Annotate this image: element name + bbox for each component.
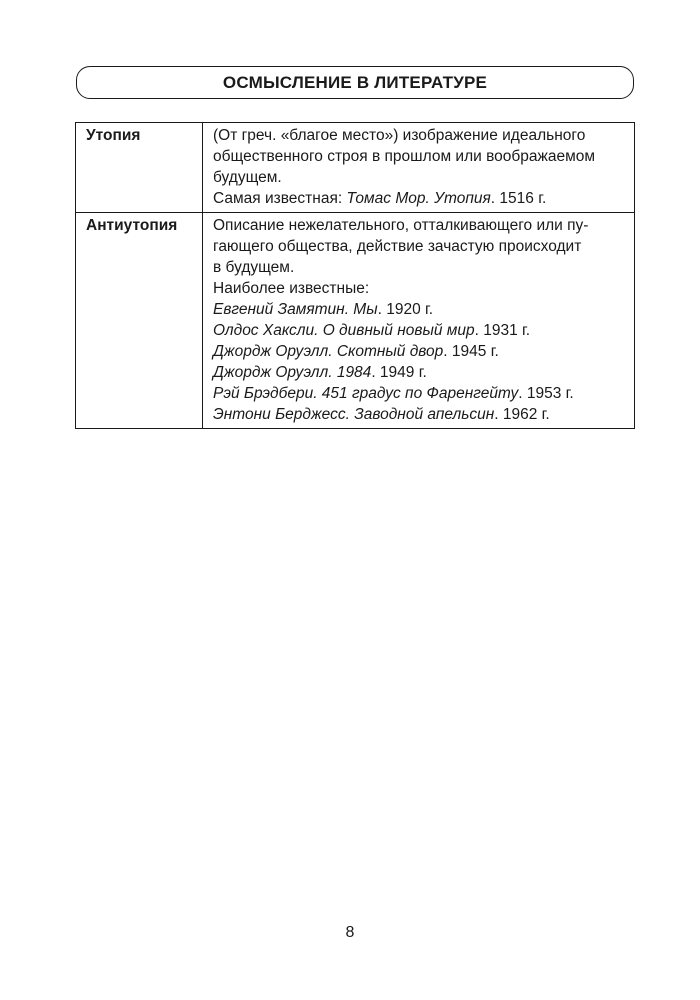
work-year: . 1945 г.: [443, 343, 499, 360]
term-label: Утопия: [86, 127, 141, 144]
table-row-antiutopia: [76, 213, 635, 429]
work-title: Джордж Оруэлл. 1984: [213, 364, 372, 381]
work-title: Рэй Брэдбери. 451 градус по Фаренгейту: [213, 385, 519, 402]
description-line: будущем.: [213, 169, 282, 186]
page-number: 8: [345, 924, 355, 941]
works-label: Наиболее известные:: [213, 280, 370, 297]
example-work: Томас Мор. Утопия: [346, 190, 491, 207]
work-item: [213, 404, 624, 425]
work-year: . 1920 г.: [377, 301, 434, 318]
work-item: [213, 341, 624, 362]
description-cell: [203, 123, 635, 213]
description-line: в будущем.: [213, 259, 295, 276]
description-line: общественного строя в прошлом или воображаемом: [213, 148, 596, 165]
description-line: гающего общества, действие зачастую происходит: [213, 238, 582, 255]
work-title: Евгений Замятин. Мы: [213, 301, 378, 318]
work-item: [213, 320, 624, 341]
work-title: Джордж Оруэлл. Скотный двор: [213, 343, 444, 360]
section-title: ОСМЫСЛЕНИЕ В ЛИТЕРАТУРЕ: [222, 72, 488, 92]
description-line: Описание нежелательного, отталкивающего или пу-: [213, 217, 589, 234]
section-header: [76, 66, 634, 99]
work-title: Энтони Берджесс. Заводной апельсин: [213, 406, 495, 423]
work-year: . 1949 г.: [371, 364, 427, 381]
terms-table: [75, 122, 635, 429]
example-line: [213, 188, 624, 209]
example-year: . 1516 г.: [490, 190, 547, 207]
term-cell: [76, 213, 203, 429]
work-item: [213, 299, 624, 320]
example-label: Самая известная:: [213, 190, 347, 207]
description-line: (От греч. «благое место») изображение идеального: [213, 127, 586, 144]
work-title: Олдос Хаксли. О дивный новый мир: [213, 322, 475, 339]
description-cell: [203, 213, 635, 429]
work-item: [213, 383, 624, 404]
term-cell: [76, 123, 203, 213]
work-item: [213, 362, 624, 383]
work-year: . 1953 г.: [518, 385, 574, 402]
table-row-utopia: [76, 123, 635, 213]
term-label: Антиутопия: [86, 217, 178, 234]
work-year: . 1962 г.: [494, 406, 550, 423]
work-year: . 1931 г.: [474, 322, 531, 339]
